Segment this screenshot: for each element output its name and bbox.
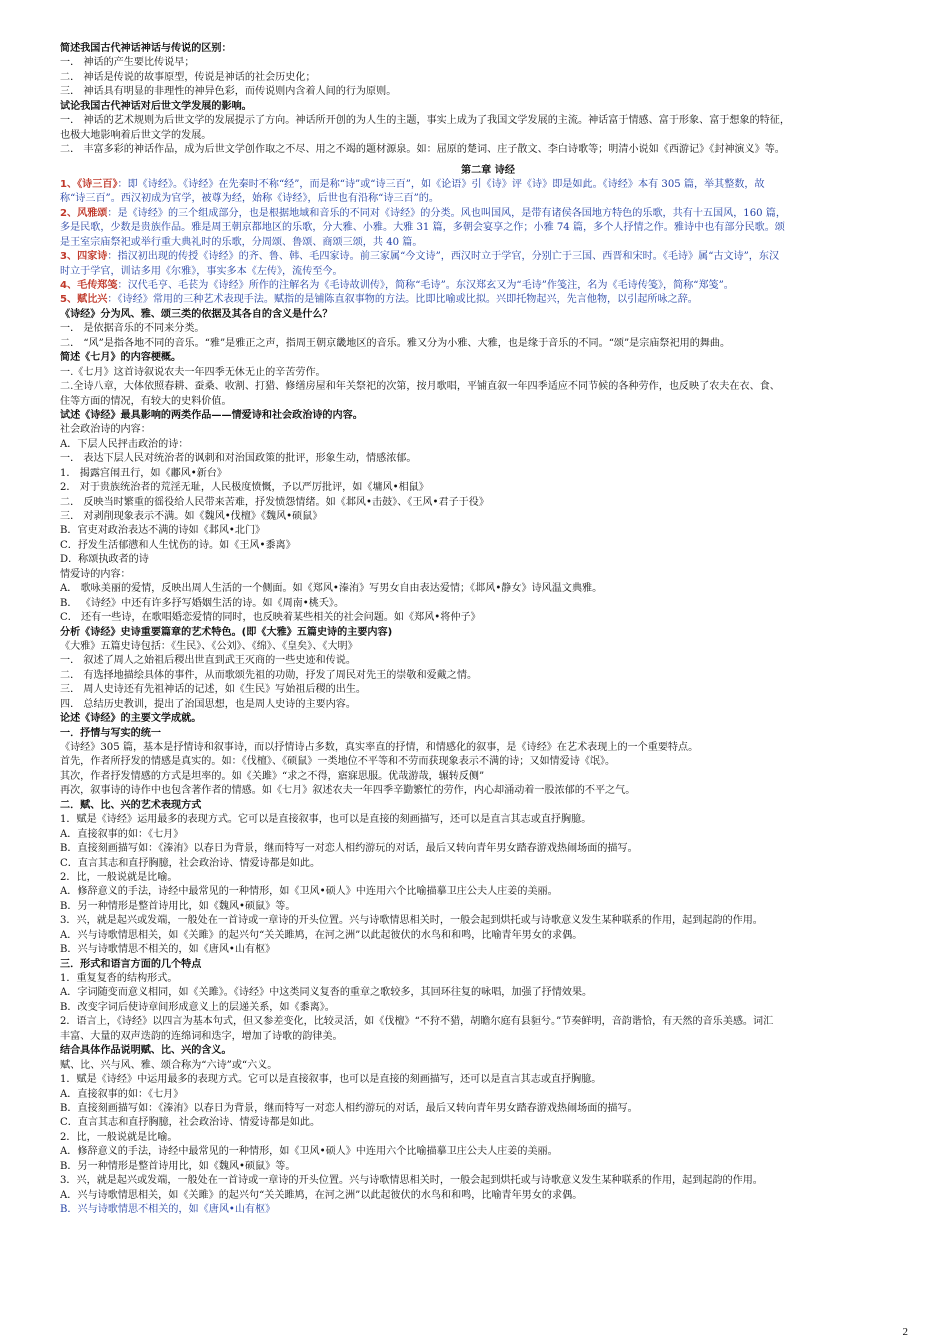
text-line: 一． 是依据音乐的不同来分类。: [60, 323, 205, 335]
text-line: 2．比，一般说就是比喻。: [60, 1131, 178, 1143]
text-line: 四． 总结历史教训，提出了治国思想，也是周人史诗的主要内容。: [60, 698, 356, 710]
text-line: 二． 有选择地描绘具体的事件，从而歌颂先祖的功勋，抒发了周民对先王的崇敬和爱戴之情。: [60, 669, 478, 681]
section-heading: 三．形式和语言方面的几个特点: [60, 958, 202, 970]
section-heading: 二．赋、比、兴的艺术表现方式: [60, 799, 202, 811]
term-label: 5、赋比兴: [60, 294, 108, 306]
term-label: 1、《诗三百》: [60, 178, 118, 190]
text-line: B．兴与诗歌情思不相关的，如《唐风•山有枢》: [60, 944, 276, 956]
text-line: [60, 207, 916, 221]
text-line: 一． 神话的产生要比传说早；: [60, 57, 195, 69]
text-line: B．直接刻画描写如：《溱洧》以春日为背景，继而特写一对恋人相约游玩的对话，最后又转向青年男女踏春游戏热闹场面的描写。: [60, 1102, 638, 1114]
text-line: 3．兴，就是起兴或发端，一般处在一首诗或一章诗的开头位置。兴与诗歌情思相关时，一般会起到烘托或与诗歌意义发生某种联系的作用，起到起韵的作用。: [60, 915, 763, 927]
text-line: 多是民歌，少数是贵族作品。雅是周王朝京都地区的乐歌，分大雅、小雅。大雅 31 篇，多朝会宴享之作；小雅 74 篇，多个人抒情之作。雅诗中也有部分民歌。颂: [60, 222, 785, 234]
text-line: 《诗经》305 篇，基本是抒情诗和叙事诗，而以抒情诗占多数，真实率直的抒情，和情感化的叙事，是《诗经》在艺术表现上的一个重要特点。: [60, 742, 699, 753]
text-line: 三． 周人史诗还有先祖神话的记述，如《生民》写始祖后稷的出生。: [60, 684, 367, 696]
term-definition: ：即《诗经》。《诗经》在先秦时不称“经”，而是称“诗”或“诗三百”，如《论语》引《诗》评《诗》即是如此。《诗经》本有 305 篇，举其整数，故: [117, 178, 765, 190]
text-line: A．下层人民抨击政治的诗：: [60, 438, 189, 450]
text-line: 首先，作者所抒发的情感是真实的。如：《伐檀》、《硕鼠》一类地位不平等和不劳而获现象表示不满的诗；又如情爱诗《氓》。: [60, 756, 616, 768]
text-line: [60, 178, 916, 192]
text-line: B．直接刻画描写如：《溱洧》以春日为背景，继而特写一对恋人相约游玩的对话，最后又转向青年男女踏春游戏热闹场面的描写。: [60, 843, 638, 855]
text-line: B． 《诗经》中还有许多抒写婚姻生活的诗。如《周南•桃夭》。: [60, 597, 345, 609]
section-heading: 第二章 诗经: [461, 164, 515, 176]
text-line: 《大雅》五篇史诗包括：《生民》、《公刘》、《绵》、《皇矣》、《大明》: [60, 640, 358, 652]
section-heading: 结合具体作品说明赋、比、兴的含义。: [60, 1045, 232, 1057]
text-line: 赋、比、兴与风、雅、颂合称为“六诗”或“六义。: [60, 1059, 278, 1071]
page-number: 2: [902, 1326, 908, 1338]
section-heading: 试述《诗经》最具影响的两类作品——情爱诗和社会政治诗的内容。: [60, 409, 363, 421]
text-line: [60, 250, 916, 264]
text-line: 三． 对剥削现象表示不满。如《魏风•伐檀》《魏风•硕鼠》: [60, 511, 323, 522]
text-line: 二.全诗八章，大体依照春耕、蚕桑、收割、打猎、修缮房屋和年关祭祀的次第，按月歌唱，平铺直叙一年四季适应不同节候的各种劳作，也反映了农夫在衣、食、: [60, 381, 780, 393]
text-line: 2．比，一般说就是比喻。: [60, 871, 178, 883]
text-line: [60, 293, 916, 307]
text-line: A．兴与诗歌情思相关，如《关雎》的起兴句“关关雎鸠，在河之洲”以此起彼伏的水鸟和和鸣，比喻青年男女的求偶。: [60, 1189, 583, 1201]
section-heading: 分析《诗经》史诗重要篇章的艺术特色。(即《大雅》五篇史诗的主要内容): [60, 626, 393, 638]
text-line: A．修辞意义的手法，诗经中最常见的一种情形，如《卫风•硕人》中连用六个比喻描摹卫庄公夫人庄姜的美丽。: [60, 1146, 558, 1158]
text-line: 2．语言上，《诗经》以四言为基本句式，但又参差变化，比较灵活，如《伐檀》“不狩不猎，胡瞻尔庭有县貆兮。”节奏鲜明，音韵谐恰，有天然的音乐美感。词汇: [60, 1016, 774, 1028]
text-line: D．称颂执政者的诗: [60, 554, 149, 566]
text-line: 2． 对于贵族统治者的荒淫无耻，人民极度愤慨，予以严厉批评，如《墉风•相鼠》: [60, 482, 429, 494]
text-line: A． 歌咏美丽的爱情，反映出周人生活的一个侧面。如《郑风•溱洧》写男女自由表达爱情；《邶风•静女》诗风温文典雅。: [60, 583, 603, 595]
text-line: 1． 揭露宫闱丑行，如《鄘风•新台》: [60, 467, 227, 479]
text-line: C．直言其志和直抒胸臆，社会政治诗、情爱诗都是如此。: [60, 1117, 321, 1129]
text-line: B．另一种情形是整首诗用比，如《魏风•硕鼠》等。: [60, 1160, 296, 1172]
text-line: A．直接叙事的如：《七月》: [60, 1088, 184, 1100]
text-line: 一.《七月》这首诗叙说农夫一年四季无休无止的辛苦劳作。: [60, 366, 326, 378]
text-line: C． 还有一些诗，在歌唱婚恋爱情的同时，也反映着某些相关的社会问题。如《郑风•将仲子》: [60, 612, 481, 624]
text-line: 1．赋是《诗经》中运用最多的表现方式。它可以是直接叙事，也可以是直接的刻画描写，还可以是直言其志或直抒胸臆。: [60, 1074, 602, 1086]
text-line: 二． 反映当时繁重的徭役给人民带来苦难，抒发愤怨情绪。如《邶风•击鼓》、《王风•君子于役》: [60, 496, 489, 508]
text-line: 二． “风”是指各地不同的音乐。“雅”是雅正之声，指周王朝京畿地区的音乐。雅又分为小雅、大雅，也是缘于音乐的不同。“颂”是宗庙祭祀用的舞曲。: [60, 337, 731, 349]
text-line: 社会政治诗的内容：: [60, 424, 151, 436]
text-line: B．官吏对政治表达不满的诗如《邶风•北门》: [60, 525, 266, 537]
text-line: 一． 神话的艺术规则为后世文学的发展提示了方向。神话所开创的为人生的主题，事实上成为了我国文学发展的主流。神话富于情感、富于形象、富于想象的特征，: [60, 115, 790, 127]
text-line: 3．兴，就是起兴或发端，一般处在一首诗或一章诗的开头位置。兴与诗歌情思相关时，一般会起到烘托或与诗歌意义发生某种联系的作用，起到起韵的作用。: [60, 1175, 763, 1187]
text-line: C．抒发生活郁懑和人生忧伤的诗。如《王风•黍离》: [60, 539, 296, 551]
section-heading: 试论我国古代神话对后世文学发展的影响。: [60, 100, 252, 112]
term-definition: ：《诗经》常用的三种艺术表现手法。赋指的是铺陈直叙事物的方法。比即比喻或比拟。兴即托物起兴，先言他物，以引起所咏之辞。: [107, 294, 698, 306]
section-heading: 简述《七月》的内容梗概。: [60, 352, 182, 364]
text-line: B．兴与诗歌情思不相关的，如《唐风•山有枢》: [60, 1204, 276, 1215]
text-line: A．字词随变而意义相同，如《关雎》。《诗经》中这类同义复沓的重章之歌较多，其回环往复的咏唱，加强了抒情效果。: [60, 987, 593, 999]
text-line: 一． 表达下层人民对统治者的讽刺和对治国政策的批评，形象生动，情感浓郁。: [60, 453, 417, 465]
term-label: 3、四家诗: [60, 251, 108, 263]
text-line: 其次，作者抒发情感的方式是坦率的。如《关雎》“求之不得，寤寐思服。优哉游哉，辗转反侧”: [60, 770, 485, 782]
text-line: C．直言其志和直抒胸臆，社会政治诗、情爱诗都是如此。: [60, 857, 321, 869]
section-heading: 《诗经》分为风、雅、颂三类的依据及其各自的含义是什么？: [60, 308, 333, 320]
text-line: 二． 神话是传说的故事原型，传说是神话的社会历史化；: [60, 71, 316, 83]
term-definition: ：指汉初出现的传授《诗经》的齐、鲁、韩、毛四家诗。前三家属“今文诗”，西汉时立于学官，分别亡于三国、西晋和宋时。《毛诗》属“古文诗”，东汉: [107, 251, 780, 263]
text-line: 丰富、大量的双声迭韵的连绵词和迭字，增加了诗歌的韵律美。: [60, 1030, 343, 1042]
section-heading: 一．抒情与写实的统一: [60, 727, 161, 739]
text-line: 时立于学官，训诂多用《尔雅》，事实多本《左传》，流传至今。: [60, 265, 343, 277]
text-line: A．兴与诗歌情思相关，如《关雎》的起兴句“关关雎鸠，在河之洲”以此起彼伏的水鸟和和鸣，比喻青年男女的求偶。: [60, 929, 583, 941]
text-line: 1．重复复沓的结构形式。: [60, 973, 178, 984]
term-definition: ：汉代毛亨、毛苌为《诗经》所作的注解名为《毛诗故训传》，简称“毛诗”。东汉郑玄又为“毛诗”作笺注，名为《毛诗传笺》，简称“郑笺”。: [117, 280, 734, 291]
term-definition: ：是《诗经》的三个组成部分，也是根据地域和音乐的不同对《诗经》的分类。风也叫国风，是带有诸侯各国地方特色的乐歌，共有十五国风，160 篇，: [107, 207, 786, 219]
text-line: A．直接叙事的如：《七月》: [60, 828, 184, 840]
text-line: 是王室宗庙祭祀或举行重大典礼时的乐歌，分周颂、鲁颂、商颂三颂，共 40 篇。: [60, 236, 423, 248]
term-label: 4、毛传郑笺: [60, 280, 118, 291]
text-line: 1．赋是《诗经》运用最多的表现方式。它可以是直接叙事，也可以是直接的刻画描写，还可以是直言其志或直抒胸臆。: [60, 814, 592, 826]
document-body: [60, 42, 916, 1217]
text-line: 二． 丰富多彩的神话作品，成为后世文学创作取之不尽、用之不竭的题材源泉。如：屈原的楚词、庄子散文、李白诗歌等；明清小说如《西游记》《封神演义》等。: [60, 144, 785, 156]
text-line: 情爱诗的内容：: [60, 568, 131, 580]
text-line: [60, 279, 916, 293]
text-line: 再次，叙事诗的诗作中也包含著作者的情感。如《七月》叙述农夫一年四季辛勤繁忙的劳作，内心却涌动着一股浓郁的不平之气。: [60, 785, 636, 797]
section-heading: 论述《诗经》的主要文学成就。: [60, 713, 202, 725]
text-line: 三． 神话具有明显的非理性的神异色彩，而传说则内含着人间的行为原则。: [60, 86, 397, 98]
text-line: 一． 叙述了周人之始祖后稷出世直到武王灭商的一些史迹和传说。: [60, 655, 356, 667]
text-line: 住等方面的情况，有较大的史料价值。: [60, 395, 232, 407]
text-line: 也极大地影响着后世文学的发展。: [60, 129, 212, 141]
section-heading: 简述我国古代神话神话与传说的区别：: [60, 43, 232, 54]
text-line: A．修辞意义的手法，诗经中最常见的一种情形，如《卫风•硕人》中连用六个比喻描摹卫庄公夫人庄姜的美丽。: [60, 886, 558, 898]
text-line: 称“诗三百”。西汉初成为官学，被尊为经，始称《诗经》，后世也有沿称“诗三百”的。: [60, 193, 439, 205]
term-label: 2、风雅颂: [60, 207, 108, 219]
text-line: B．改变字词后使诗章间形成意义上的层递关系，如《黍离》。: [60, 1001, 335, 1013]
text-line: B．另一种情形是整首诗用比，如《魏风•硕鼠》等。: [60, 900, 296, 912]
